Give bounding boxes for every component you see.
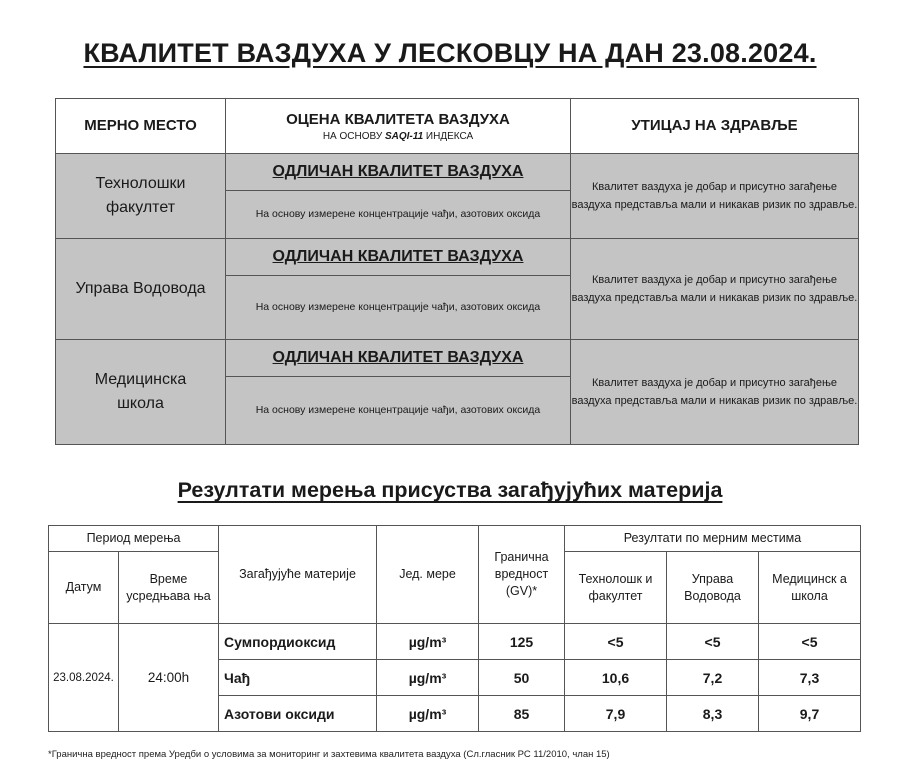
- value-loc1: 7,9: [565, 696, 667, 732]
- quality-rating: ОДЛИЧАН КВАЛИТЕТ ВАЗДУХА: [226, 239, 570, 276]
- quality-cell: [226, 154, 571, 239]
- health-cell: Квалитет ваздуха је добар и присутно загађење ваздуха представља мали и никакав ризик по здравље.: [571, 239, 859, 340]
- unit-cell: µg/m³: [377, 660, 479, 696]
- air-quality-assessment-table: [55, 98, 859, 445]
- header-location: МЕРНО МЕСТО: [56, 99, 226, 154]
- header-quality-sub: НА ОСНОВУ SAQI-11 ИНДЕКСА: [322, 130, 474, 142]
- table1-header-row: [56, 99, 859, 154]
- measurement-date: 23.08.2024.: [49, 624, 119, 732]
- table1-row: [56, 239, 859, 340]
- limit-cell: 125: [479, 624, 565, 660]
- pollutant-name: Азотови оксиди: [219, 696, 377, 732]
- header-avg-time: Време усредњава ња: [119, 552, 219, 624]
- value-loc3: 7,3: [759, 660, 861, 696]
- header-period: Период мерења: [49, 526, 219, 552]
- quality-basis: На основу измерене концентрације чађи, азотових оксида: [255, 404, 541, 416]
- health-cell: Квалитет ваздуха је добар и присутно загађење ваздуха представља мали и никакав ризик по здравље.: [571, 340, 859, 445]
- value-loc3: <5: [759, 624, 861, 660]
- location-cell: Управа Водовода: [56, 239, 226, 340]
- header-loc3: Медицинск а школа: [759, 552, 861, 624]
- page-title: КВАЛИТЕТ ВАЗДУХА У ЛЕСКОВЦУ НА ДАН 23.08.2024.: [83, 38, 817, 68]
- table-row: [49, 624, 861, 660]
- value-loc3: 9,7: [759, 696, 861, 732]
- location-cell: Технолошки факултет: [56, 154, 226, 239]
- location-cell: Медицинска школа: [56, 340, 226, 445]
- header-limit: Гранична вредност (GV)*: [479, 526, 565, 624]
- header-date: Датум: [49, 552, 119, 624]
- table1-row: [56, 340, 859, 445]
- unit-cell: µg/m³: [377, 624, 479, 660]
- header-loc1: Технолошк и факултет: [565, 552, 667, 624]
- header-loc2: Управа Водовода: [667, 552, 759, 624]
- quality-basis: На основу измерене концентрације чађи, азотових оксида: [255, 208, 541, 220]
- averaging-time: 24:00h: [119, 624, 219, 732]
- unit-cell: µg/m³: [377, 696, 479, 732]
- pollutant-name: Чађ: [219, 660, 377, 696]
- quality-cell: [226, 340, 571, 445]
- header-health: УТИЦАЈ НА ЗДРАВЉЕ: [571, 99, 859, 154]
- value-loc2: <5: [667, 624, 759, 660]
- quality-rating: ОДЛИЧАН КВАЛИТЕТ ВАЗДУХА: [226, 154, 570, 191]
- value-loc2: 7,2: [667, 660, 759, 696]
- header-unit: Јед. мере: [377, 526, 479, 624]
- header-results: Резултати по мерним местима: [565, 526, 861, 552]
- header-quality: ОЦЕНА КВАЛИТЕТА ВАЗДУХА НА ОСНОВУ SAQI-11 ИНДЕКСА: [226, 99, 571, 154]
- table1-row: [56, 154, 859, 239]
- measurement-results-table: [48, 525, 861, 732]
- table2-header-row: [49, 526, 861, 552]
- value-loc2: 8,3: [667, 696, 759, 732]
- quality-rating: ОДЛИЧАН КВАЛИТЕТ ВАЗДУХА: [226, 340, 570, 377]
- quality-basis: На основу измерене концентрације чађи, азотових оксида: [255, 301, 541, 313]
- pollutant-name: Сумпордиоксид: [219, 624, 377, 660]
- measurement-results-title: Резултати мерења присуства загађујућих материја: [177, 478, 723, 502]
- footnote: *Гранична вредност према Уредби о условима за мониторинг и захтевима квалитета ваздуха (Сл.гласник РС 11/2010, члан 15): [48, 749, 610, 760]
- value-loc1: <5: [565, 624, 667, 660]
- health-cell: Квалитет ваздуха је добар и присутно загађење ваздуха представља мали и никакав ризик по здравље.: [571, 154, 859, 239]
- limit-cell: 85: [479, 696, 565, 732]
- header-pollutants: Загађујуће материје: [219, 526, 377, 624]
- limit-cell: 50: [479, 660, 565, 696]
- value-loc1: 10,6: [565, 660, 667, 696]
- quality-cell: [226, 239, 571, 340]
